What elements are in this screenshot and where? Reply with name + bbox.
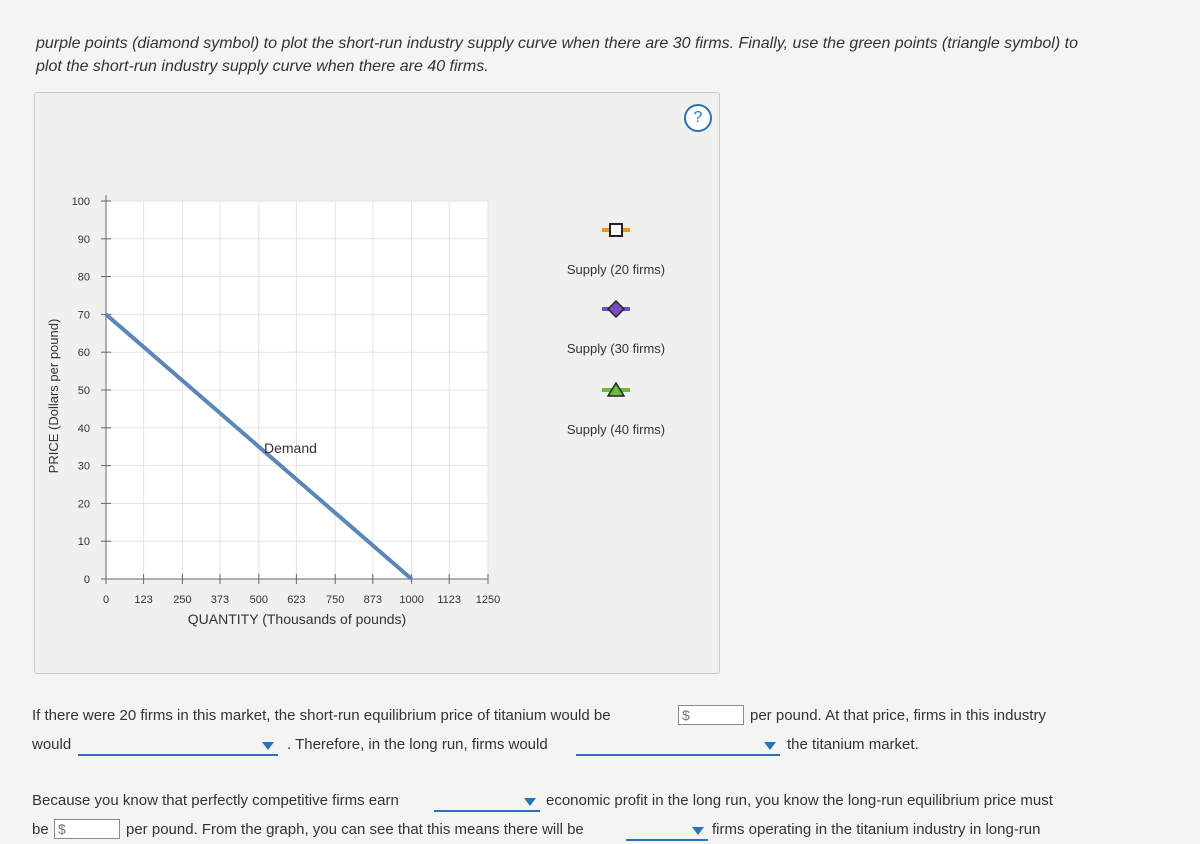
question2-be: be (32, 821, 49, 838)
x-tick-label: 0 (102, 594, 110, 606)
question2-text-part2: economic profit in the long run, you know the long-run equilibrium price must (546, 792, 1053, 809)
y-tick-label: 100 (71, 196, 90, 208)
question1-text-part2: per pound. At that price, firms in this industry (750, 707, 1046, 724)
chart-grid (106, 201, 488, 579)
x-tick-label: 1123 (437, 594, 462, 606)
x-tick-label: 373 (210, 594, 230, 606)
y-tick-label: 10 (77, 536, 90, 549)
x-tick-label: 1250 (475, 594, 501, 606)
x-tick-label: 123 (134, 594, 153, 606)
chevron-down-icon (764, 742, 776, 750)
question1-market: the titanium market. (787, 736, 919, 753)
long-run-price-input[interactable] (54, 819, 120, 839)
demand-curve-label: Demand (264, 440, 317, 456)
question1-text-part1: If there were 20 firms in this market, the short-run equilibrium price of titanium would be (32, 707, 611, 724)
x-tick-label: 500 (249, 594, 268, 606)
question1-therefore: . Therefore, in the long run, firms would (287, 736, 548, 753)
y-tick-label: 20 (77, 498, 90, 511)
x-tick-label: 750 (326, 594, 345, 606)
help-icon[interactable]: ? (684, 104, 712, 132)
y-tick-label: 60 (77, 347, 90, 360)
legend-item[interactable] (567, 224, 665, 277)
profit-status-dropdown[interactable] (78, 736, 278, 756)
equilibrium-price-input[interactable] (678, 705, 744, 725)
long-run-profit-dropdown[interactable] (434, 792, 540, 812)
diamond-icon (608, 301, 624, 317)
legend-label: Supply (20 firms) (566, 262, 666, 277)
y-tick-label: 50 (77, 385, 90, 397)
x-tick-label: 623 (287, 594, 306, 606)
legend-label: Supply (30 firms) (566, 341, 666, 356)
x-tick-label: 250 (173, 594, 192, 606)
legend-item[interactable] (567, 383, 665, 437)
y-tick-label: 40 (77, 422, 90, 435)
y-tick-label: 0 (83, 574, 90, 586)
y-axis-label: PRICE (Dollars per pound) (46, 318, 61, 474)
question2-text-part3: per pound. From the graph, you can see that this means there will be (126, 821, 584, 838)
y-tick-label: 70 (77, 309, 90, 322)
x-tick-label: 873 (363, 594, 382, 606)
chevron-down-icon (262, 742, 274, 750)
legend-label: Supply (40 firms) (566, 422, 666, 437)
y-tick-label: 30 (77, 460, 90, 473)
x-axis-label: QUANTITY (Thousands of pounds) (187, 611, 407, 627)
chart-legend (567, 224, 665, 437)
dollar-sign-icon: $ (682, 707, 690, 723)
long-run-action-dropdown[interactable] (576, 736, 780, 756)
question2-text-part1: Because you know that perfectly competitive firms earn (32, 792, 399, 809)
question2-text-part4: firms operating in the titanium industry in long-run (712, 821, 1041, 838)
y-tick-label: 80 (77, 271, 90, 284)
instruction-line-1: purple points (diamond symbol) to plot the short-run industry supply curve when there are 30 firms. Finally, use the green points (triangle symbol) to (36, 35, 1078, 52)
chevron-down-icon (692, 827, 704, 835)
instruction-line-2: plot the short-run industry supply curve when there are 40 firms. (36, 58, 489, 75)
chevron-down-icon (524, 798, 536, 806)
legend-item[interactable] (567, 301, 665, 356)
dollar-sign-icon: $ (58, 821, 66, 837)
number-of-firms-dropdown[interactable] (626, 821, 708, 841)
x-tick-label: 1000 (399, 594, 424, 606)
question1-would: would (32, 736, 72, 753)
square-icon (610, 224, 622, 236)
y-tick-label: 90 (77, 233, 90, 246)
